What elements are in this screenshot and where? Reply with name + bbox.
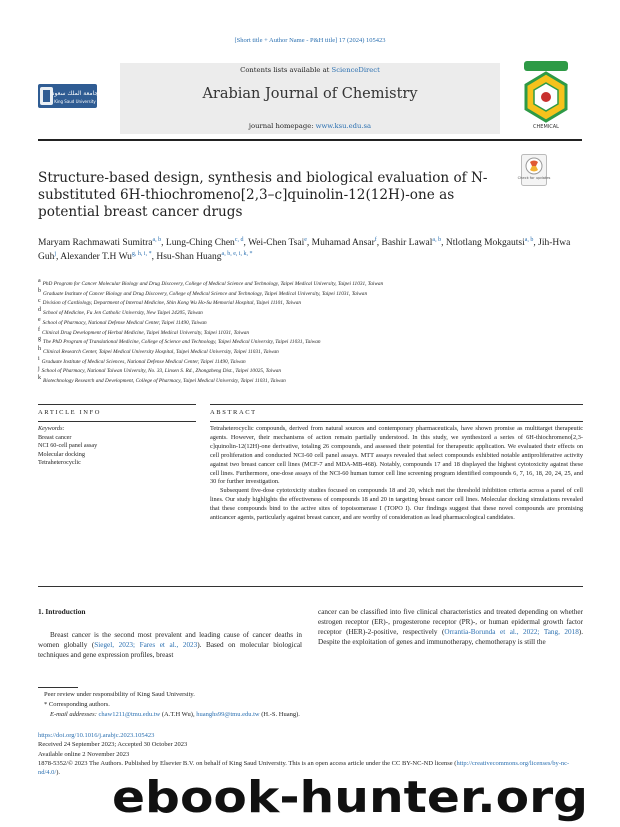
chemical-society-label: CHEMICAL: [533, 124, 559, 130]
citation-link[interactable]: Siegel, 2023; Fares et al., 2023: [94, 641, 198, 650]
affiliation-item: $^b$ Graduate Institute of Cancer Biology and Drug Discovery, College of Medical Science and Technology, Taipei Medical University, Taipei 11031, Taiwan: [38, 287, 368, 297]
author[interactable]: Lung-Ching Chen$^{c, d}$: [165, 236, 244, 248]
affiliation-item: $^j$ School of Pharmacy, National Taiwan University, No. 33, Linsen S. Rd., Zhongzheng Dist., Taipei 10025, Taiwan: [38, 365, 282, 375]
affiliations: [38, 280, 583, 387]
author[interactable]: Alexander T.H $Wu^{g, h, i, *}$: [60, 251, 152, 263]
abstract-paragraph: Tetraheterocyclic compounds, derived from natural sources and contemporary pharmaceuticals, have shown promise as multitarget therapeutic agents. However, their mechanisms of action remain partially understood. In this study, we synthesized a series of 6H-thiochromeno[2,3-c]quinolin-12(12H)-one derivative, totaling 26 compounds, and assessed their potential for therapeutic application. We evaluated their effects on cell proliferation and conducted NCI-60 cell panel assays. MTT assays revealed that select compounds exhibited notable antiproliferative activity against two breast cancer cell lines (MCF-7 and MDA-MB-468). Notably, compounds 17 and 18 displayed the highest cytotoxicity against these cell lines. Furthermore, one-dose assays of the NCI-60 human tumor cell line screening program identified compounds 6, 7, 16, 18, 20, 24, 25, and 30 for further investigation.: [210, 425, 583, 486]
received-dates: Received 24 September 2023; Accepted 30 October 2023: [38, 741, 188, 749]
abstract-paragraph: Subsequent five-dose cytotoxicity studies focused on compounds 18 and 20, which met the threshold inhibition criteria across a panel of cell lines. Our study highlights the effectiveness of compounds 18 and 20 in targeting breast cancer cell lines. Molecular docking simulations revealed that these compounds bind to the active sites of topoisomerase I (TOPO I). Our findings suggest that these novel compounds are promising anticancer agents, particularly against breast cancer, and are worthy of consideration as lead pharmacological candidates.: [210, 487, 583, 522]
abstract-rule-bottom: [210, 421, 583, 422]
journal-name: Arabian Journal of Chemistry: [202, 86, 418, 102]
footnotes: [38, 690, 583, 719]
article-info-rule-top: [38, 404, 196, 405]
author[interactable]: Ntlotlang Mokgautsi$^{a, b}$: [445, 236, 534, 248]
keyword-item: Tetraheterocyclic: [38, 459, 81, 467]
ksu-logo-icon: [38, 84, 97, 108]
chemical-society-logo: [520, 55, 572, 129]
author[interactable]: Jih-Hwa Guh$^j$: [38, 238, 571, 263]
author[interactable]: Bashir Lawal$^{a, b}$: [381, 236, 442, 248]
citation-link[interactable]: Orrantia-Borunda et al., 2022; Tang, 2018: [444, 628, 579, 637]
introduction-right-column: cancer can be classified into five clinical characteristics and treated depending on whether estrogen receptor (ER)-, progesterone receptor (PR)-, or human epidermal growth factor receptor (HER)-2-positive, respectively (Orrantia-Borunda et al., 2022; Tang, 2018). Despite the exploitation of genes and immunotherapy, chemotherapy is still the: [318, 608, 583, 647]
ksu-arabic-name: جامعة الملك سعود: [51, 90, 99, 97]
author-list: Maryam Rachmawati Sumitra$^{a, b}$, Lung-Ching Chen$^{c, d}$, Wei-Chen Tsai$^e$, Muhamad Ansar$^f$, Bashir Lawal$^{a, b}$, Ntlotlang Mokgautsi$^{a, b}$, Jih-Hwa Guh$^j$, Alexander T.H $Wu^{g, h, i, *}$, Hsu-Shan Huang$^{a, b, e, i, k, *}$: [38, 236, 571, 263]
ksu-logo: [38, 84, 97, 108]
abstract-heading: ABSTRACT: [210, 409, 257, 416]
footnote-rule: [38, 687, 78, 688]
author[interactable]: Wei-Chen Tsai$^e$: [248, 236, 307, 248]
license-link[interactable]: http://creativecommons.org/licenses/by-nc-nd/4.0/: [38, 759, 570, 777]
affiliation-item: $^c$ Division of Cardiology, Department of Internal Medicine, Shin Kong Wu Ho-Su Memorial Hospital, Taipei 11101, Taiwan: [38, 297, 301, 307]
keywords-label: Keywords:: [38, 425, 65, 432]
affiliation-item: $^k$ Biotechnology Research and Development, College of Pharmacy, Taipei Medical University, Taipei 11031, Taiwan: [38, 375, 286, 385]
doi-link[interactable]: https://doi.org/10.1016/j.arabjc.2023.105423: [38, 732, 155, 739]
running-head[interactable]: [Short title + Author Name - P&H title] 17 (2024) 105423: [234, 37, 386, 44]
affiliation-item: $^h$ Clinical Research Center, Taipei Medical University Hospital, Taipei Medical University, Taipei 11031, Taiwan: [38, 346, 279, 355]
keyword-item: NCI 60-cell panel assay: [38, 442, 98, 450]
homepage-prefix: journal homepage:: [248, 122, 316, 130]
affiliation-item: $^d$ School of Medicine, Fu Jen Catholic University, New Taipei 24205, Taiwan: [38, 307, 203, 317]
affiliation-item: $^e$ School of Pharmacy, National Defense Medical Center, Taipei 11490, Taiwan: [38, 317, 207, 326]
introduction-left-column: Breast cancer is the second most prevalent and leading cause of cancer deaths in women globally (Siegel, 2023; Fares et al., 2023). Based on molecular biological techniques and gene expression profiles, breast: [38, 631, 303, 660]
abstract-rule-end: [38, 586, 583, 587]
keywords: [38, 425, 196, 468]
ksu-english-name: King Saud University: [54, 99, 96, 104]
chemical-society-emblem-icon: [520, 55, 572, 129]
watermark-text: ebook-hunter.org: [112, 772, 588, 823]
article-info-heading: ARTICLE INFO: [38, 409, 102, 416]
keyword-item: Molecular docking: [38, 450, 85, 458]
corresponding-note: * Corresponding authors.: [44, 700, 110, 708]
header-rule: [38, 139, 582, 141]
check-for-updates-badge[interactable]: [517, 154, 551, 186]
license-text: 1878-5352/© 2023 The Authors. Published by Elsevier B.V. on behalf of King Saud University. This is an open access article under the CC BY-NC-ND license (http://creativecommons.org/licenses/by-nc-nd/4.0/).: [38, 759, 570, 777]
peer-review-note: Peer review under responsibility of King Saud University.: [44, 691, 195, 698]
abstract-body: [210, 425, 583, 523]
affiliation-item: $^i$ Graduate Institute of Medical Sciences, National Defense Medical Center, Taipei 11490, Taiwan: [38, 355, 246, 365]
author[interactable]: Hsu-Shan Huang$^{a, b, e, i, k, *}$: [156, 251, 253, 263]
article-info-rule-bottom: [38, 421, 196, 422]
article-title: Structure-based design, synthesis and biological evaluation of N-substituted 6H-thiochromeno[2,3–c]quinolin-12(12H)-one as potential breast cancer drugs: [38, 170, 488, 220]
author[interactable]: Maryam Rachmawati Sumitra$^{a, b}$: [38, 236, 162, 248]
contents-line: [120, 66, 500, 74]
email-link[interactable]: huanghs99@tmu.edu.tw: [196, 710, 260, 718]
affiliation-item: $^f$ Clinical Drug Development of Herbal Medicine, Taipei Medical University, Taipei 11031, Taiwan: [38, 326, 250, 336]
publication-info: [38, 731, 583, 777]
check-for-updates-icon[interactable]: [517, 154, 551, 186]
contents-prefix: Contents lists available at: [240, 66, 332, 74]
author[interactable]: Muhamad Ansar$^f$: [311, 236, 377, 248]
email-link[interactable]: chaw1211@tmu.edu.tw: [98, 710, 161, 718]
keyword-item: Breast cancer: [38, 433, 72, 441]
available-online: Available online 2 November 2023: [38, 750, 130, 758]
affiliation-item: $^a$ PhD Program for Cancer Molecular Biology and Drug Discovery, College of Medical Science and Technology, Taipei Medical University, Taipei 11031, Taiwan: [38, 278, 384, 287]
email-note: E-mail addresses: chaw1211@tmu.edu.tw (A.T.H Wu), huanghs99@tmu.edu.tw (H.-S. Huang).: [50, 710, 300, 718]
introduction-heading: 1. Introduction: [38, 607, 86, 616]
homepage-line: [120, 122, 500, 130]
watermark: [110, 772, 590, 823]
affiliation-item: $^g$ The PhD Program of Translational Medicine, College of Science and Technology, Taipei Medical University, Taipei 11031, Taiwan: [38, 336, 321, 346]
sciencedirect-link[interactable]: ScienceDirect: [331, 66, 380, 74]
homepage-link[interactable]: www.ksu.edu.sa: [315, 122, 372, 130]
check-for-updates-label: Check for updates: [517, 176, 551, 180]
abstract-rule-top: [210, 404, 583, 405]
